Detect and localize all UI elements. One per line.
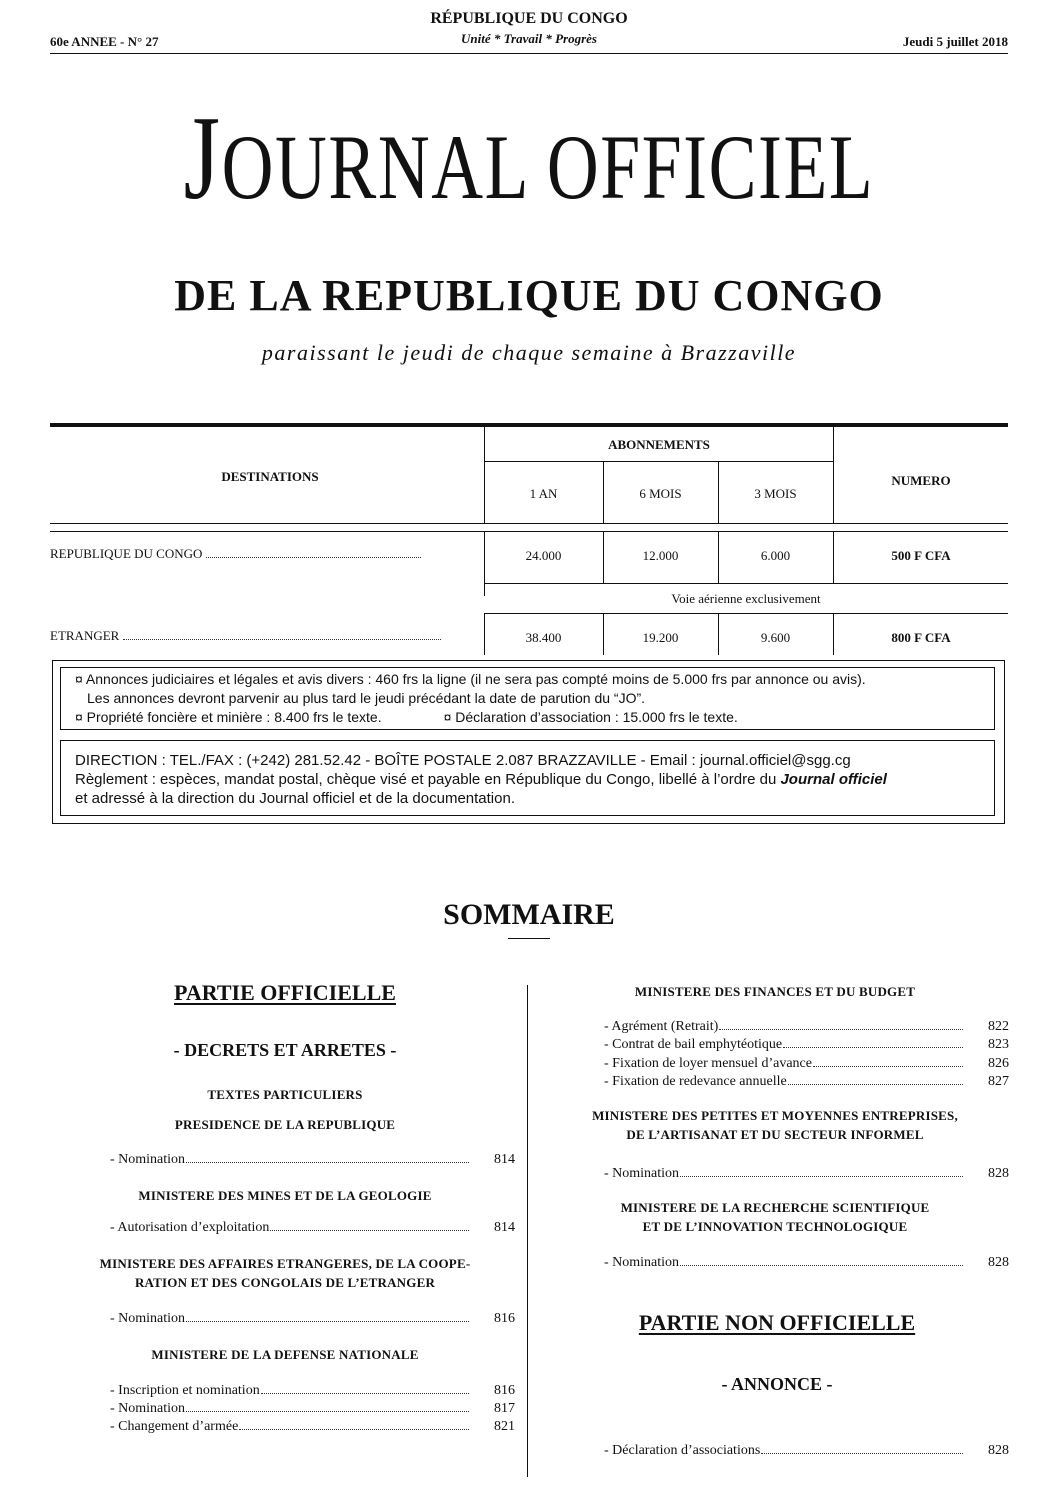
ministry-heading-line: ET DE L’INNOVATION TECHNOLOGIQUE [642,1219,908,1234]
direction-box [60,740,995,816]
toc-label: - Agrément (Retrait) [604,1019,719,1034]
period-1an: 1 AN [529,486,558,501]
toc-page: 828 [988,1443,1009,1458]
header-rule [50,53,1008,54]
table-divider [484,613,1008,614]
ministry-heading-line: MINISTERE DES AFFAIRES ETRANGERES, DE LA COOPE- [99,1256,471,1271]
toc-page: 822 [988,1019,1009,1034]
toc-page: 821 [494,1419,515,1434]
dot-leader [186,1321,469,1322]
dot-leader [719,1029,963,1030]
numero-price: 500 F CFA [891,548,951,563]
toc-page: 814 [494,1220,515,1235]
ministry-heading: PRESIDENCE DE LA REPUBLIQUE [174,1117,396,1132]
table-divider [484,461,834,462]
table-top-rule [50,423,1008,427]
sommaire-rule [508,938,550,939]
toc-label: - Nomination [110,1152,186,1167]
ministry-heading-line: MINISTERE DE LA RECHERCHE SCIENTIFIQUE [620,1200,930,1215]
toc-label: - Nomination [110,1311,186,1326]
ministry-heading: MINISTERE DE LA DEFENSE NATIONALE [151,1347,419,1362]
ministry-heading [540,1198,1010,1236]
toc-label: - Nomination [604,1255,680,1270]
toc-page: 826 [988,1056,1009,1071]
toc-entry [604,1018,1009,1036]
masthead-title [116,91,941,227]
numero-header: NUMERO [891,473,951,488]
toc-entry [604,1073,1009,1091]
masthead-subtitle: DE LA REPUBLIQUE DU CONGO [174,271,884,320]
toc-label: - Nomination [110,1401,186,1416]
dot-leader [783,1047,963,1048]
header-date: Jeudi 5 juillet 2018 [902,34,1008,49]
direction-payment [75,770,994,789]
tariff-association: ¤ Déclaration d’association : 15.000 frs le texte. [443,709,738,725]
header-country: RÉPUBLIQUE DU CONGO [430,10,628,27]
price-cell: 24.000 [525,548,562,563]
tariffs-box [60,667,995,730]
toc-label: - Fixation de redevance annuelle [604,1074,787,1089]
table-divider [50,531,1008,532]
tariff-property: ¤ Propriété foncière et minière : 8.400 frs le texte. [75,709,382,725]
toc-entry [604,1165,1009,1183]
dot-leader [239,1429,469,1430]
table-divider [50,523,1008,524]
price-cell: 6.000 [760,548,791,563]
toc-entry [110,1400,515,1418]
sommaire-title: SOMMAIRE [443,898,615,931]
toc-entry [110,1418,515,1436]
header-motto: Unité * Travail * Progrès [460,31,597,46]
payment-text: Règlement : espèces, mandat postal, chèque visé et payable en République du Congo, libellé à l’ordre du [75,771,781,788]
toc-label: - Autorisation d’exploitation [110,1220,270,1235]
masthead-rest: OURNAL OFFICIEL [221,116,875,218]
tariff-line: ¤ Annonces judiciaires et légales et avis divers : 460 frs la ligne (il ne sera pas compté moins de 5.000 frs par annonce ou avis). [75,671,866,687]
dot-leader [680,1265,963,1266]
toc-entry [110,1219,515,1237]
toc-label: - Inscription et nomination [110,1383,260,1398]
destinations-header: DESTINATIONS [221,469,319,484]
toc-entry [110,1151,515,1169]
dot-leader [270,1230,469,1231]
numero-price: 800 F CFA [891,630,951,645]
toc-label: - Contrat de bail emphytéotique [604,1037,783,1052]
masthead-tagline: paraissant le jeudi de chaque semaine à Brazzaville [261,340,797,365]
toc-entry [110,1310,515,1328]
toc-page: 828 [988,1166,1009,1181]
toc-label: - Fixation de loyer mensuel d’avance [604,1056,812,1071]
dot-leader [813,1066,963,1067]
annonce-title: - ANNONCE - [721,1374,833,1394]
masthead-initial: J [183,91,222,224]
toc-entry [110,1382,515,1400]
destination-label: ETRANGER [50,628,120,643]
price-cell: 12.000 [642,548,679,563]
dot-leader [761,1453,963,1454]
journal-name: Journal officiel [780,771,887,788]
notices-box [52,660,1005,824]
abonnements-header: ABONNEMENTS [608,437,710,452]
toc-page: 814 [494,1152,515,1167]
ministry-heading [540,1106,1010,1144]
decrets-arretes-title: - DECRETS ET ARRETES - [173,1040,397,1060]
ministry-heading: MINISTERE DES MINES ET DE LA GEOLOGIE [138,1188,432,1203]
dot-leader [261,1393,469,1394]
ministry-heading: MINISTERE DES FINANCES ET DU BUDGET [634,984,916,999]
dot-leader [186,1162,469,1163]
dot-leader [186,1411,469,1412]
price-cell: 19.200 [642,630,679,645]
tariff-line: Les annonces devront parvenir au plus tard le jeudi précédant la date de parution du “JO”. [87,690,646,706]
ministry-heading-line: RATION ET DES CONGOLAIS DE L’ETRANGER [134,1275,436,1290]
toc-label: - Changement d’armée [110,1419,239,1434]
destination-congo [50,546,421,562]
partie-non-officielle-title: PARTIE NON OFFICIELLE [638,1310,916,1335]
direction-contact: DIRECTION : TEL./FAX : (+242) 281.52.42 - BOÎTE POSTALE 2.087 BRAZZAVILLE - Email : journal.officiel@sgg.cg [75,752,851,769]
table-divider [484,583,1008,584]
period-3mois: 3 MOIS [754,486,797,501]
air-note: Voie aérienne exclusivement [671,591,821,606]
column-divider [527,985,528,1477]
destination-etranger [50,628,441,644]
direction-address: et adressé à la direction du Journal officiel et de la documentation. [75,790,515,807]
textes-particuliers: TEXTES PARTICULIERS [207,1087,363,1102]
toc-entry [604,1055,1009,1073]
partie-officielle-title: PARTIE OFFICIELLE [174,980,396,1005]
dot-leader [788,1084,963,1085]
subscription-table [50,423,1008,658]
ministry-heading-line: DE L’ARTISANAT ET DU SECTEUR INFORMEL [626,1127,924,1142]
period-6mois: 6 MOIS [639,486,682,501]
toc-page: 816 [494,1311,515,1326]
toc-label: - Déclaration d’associations [604,1443,761,1458]
price-cell: 9.600 [760,630,791,645]
dot-leader [123,629,441,640]
dot-leader [206,547,421,558]
toc-entry [604,1442,1009,1460]
dot-leader [680,1176,963,1177]
ministry-heading [50,1254,520,1292]
toc-page: 817 [494,1401,515,1416]
header-issue-number: 60e ANNEE - N° 27 [50,34,159,49]
toc-entry [604,1036,1009,1054]
toc-page: 827 [988,1074,1009,1089]
price-cell: 38.400 [525,630,562,645]
tariff-line [75,708,994,727]
toc-entry [604,1254,1009,1272]
toc-page: 828 [988,1255,1009,1270]
toc-page: 823 [988,1037,1009,1052]
toc-page: 816 [494,1383,515,1398]
ministry-heading-line: MINISTERE DES PETITES ET MOYENNES ENTREPRISES, [592,1108,958,1123]
destination-label: REPUBLIQUE DU CONGO [50,546,203,561]
toc-label: - Nomination [604,1166,680,1181]
